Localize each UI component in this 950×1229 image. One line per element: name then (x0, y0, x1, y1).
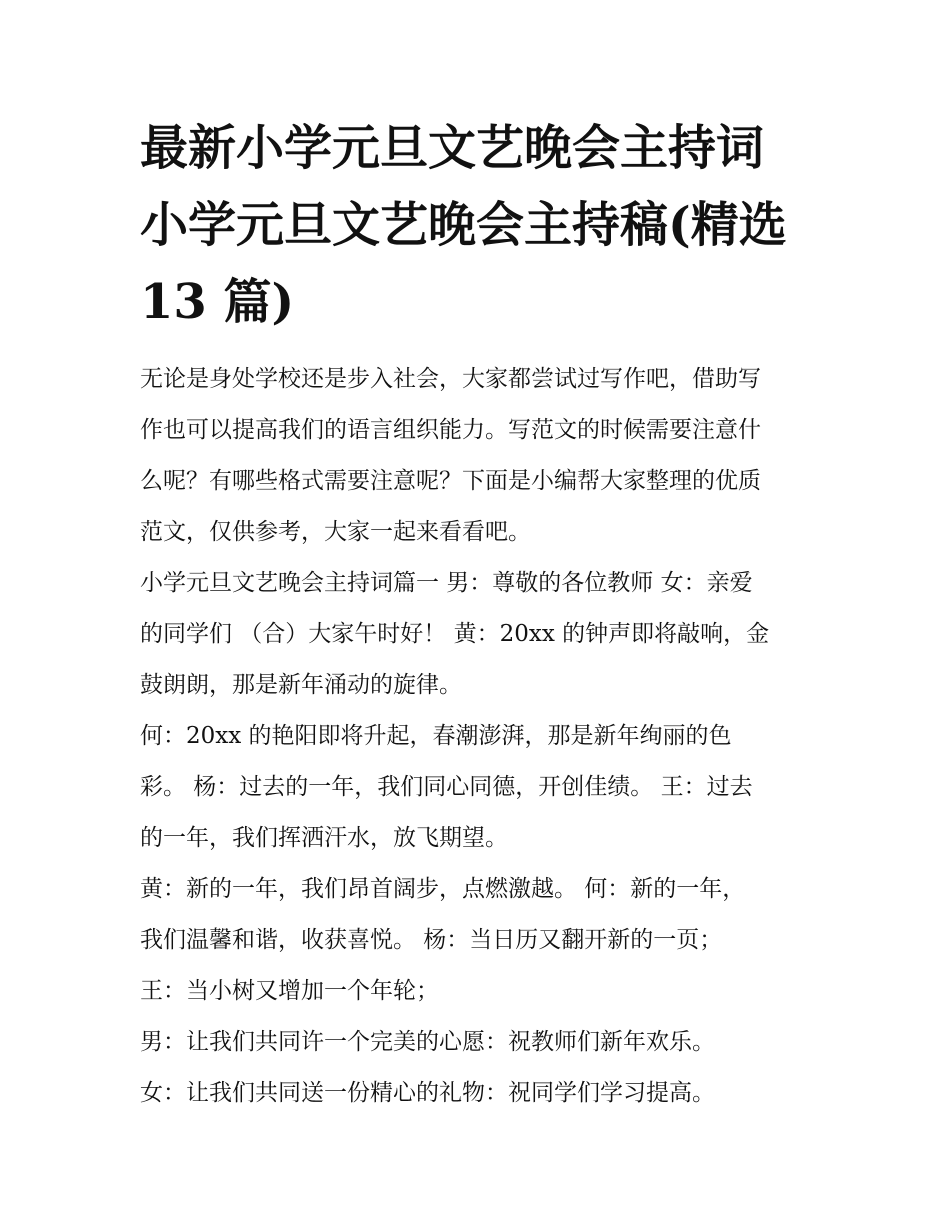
text-line: 作也可以提高我们的语言组织能力。写范文的时候需要注意什 (140, 417, 761, 443)
title-line-3: 13 篇) (140, 274, 295, 330)
paragraph-host-1 (140, 558, 820, 711)
title-line-2: 小学元旦文艺晚会主持稿(精选 (140, 197, 787, 253)
text-line: 小学元旦文艺晚会主持词篇一 男：尊敬的各位教师 女：亲爱 (140, 570, 753, 596)
text-line: 男：让我们共同许一个完美的心愿：祝教师们新年欢乐。 (140, 1029, 715, 1055)
paragraph-host-3 (140, 864, 820, 966)
document-body (140, 354, 820, 1119)
text-line: 彩。 杨：过去的一年，我们同心同德，开创佳绩。 王：过去 (140, 774, 753, 800)
paragraph-intro (140, 354, 820, 558)
paragraph-host-6 (140, 1068, 820, 1119)
document-title (140, 110, 830, 341)
text-line: 范文，仅供参考，大家一起来看看吧。 (140, 519, 531, 545)
text-line: 无论是身处学校还是步入社会，大家都尝试过写作吧，借助写 (140, 366, 761, 392)
text-line: 王：当小树又增加一个年轮； (140, 978, 439, 1004)
text-line: 女：让我们共同送一份精心的礼物：祝同学们学习提高。 (140, 1080, 715, 1106)
text-line: 的一年，我们挥洒汗水，放飞期望。 (140, 825, 508, 851)
text-line: 么呢？有哪些格式需要注意呢？下面是小编帮大家整理的优质 (140, 468, 761, 494)
text-line: 鼓朗朗，那是新年涌动的旋律。 (140, 672, 462, 698)
text-line: 我们温馨和谐，收获喜悦。 杨：当日历又翻开新的一页； (140, 927, 723, 953)
paragraph-host-2 (140, 711, 820, 864)
text-line: 何：20xx 的艳阳即将升起，春潮澎湃，那是新年绚丽的色 (140, 723, 732, 749)
title-line-1: 最新小学元旦文艺晚会主持词 (140, 120, 765, 176)
paragraph-host-5 (140, 1017, 820, 1068)
text-line: 的同学们 （合）大家午时好！ 黄：20xx 的钟声即将敲响，金 (140, 621, 770, 647)
text-line: 黄：新的一年，我们昂首阔步，点燃激越。 何：新的一年， (140, 876, 746, 902)
paragraph-host-4 (140, 966, 820, 1017)
